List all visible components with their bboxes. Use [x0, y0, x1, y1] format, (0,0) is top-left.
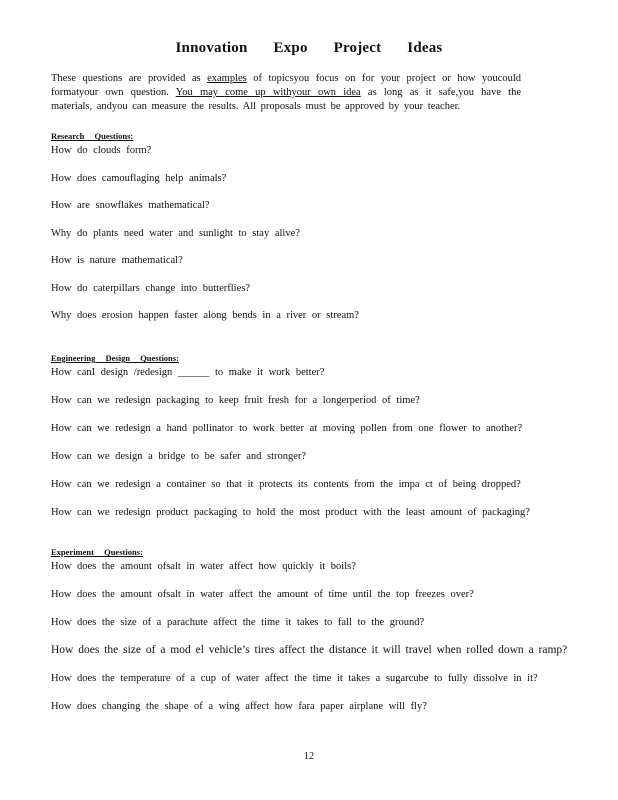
question-item: Why do plants need water and sunlight to stay alive?	[51, 227, 300, 239]
question-item: How can we redesign a hand pollinator to work better at moving pollen from one flower to another?	[51, 423, 523, 434]
experiment-section	[51, 547, 571, 728]
question-item: How does the amount ofsalt in water affect how quickly it boils?	[51, 561, 356, 572]
intro-text-2: of topicsyou focus on for your project or how youcould formatyour own question.	[51, 73, 521, 98]
question-item: How canI design /redesign ______ to make it work better?	[51, 367, 325, 378]
question-item: How is nature mathematical?	[51, 255, 183, 266]
section-heading: Research Questions:	[51, 131, 134, 141]
question-item: How does changing the shape of a wing affect how fara paper airplane will fly?	[51, 701, 427, 712]
intro-underlined-1: examples	[207, 73, 247, 84]
question-item: How does the size of a mod el vehicle’s tires affect the distance it will travel when rolled down a ramp?	[51, 644, 568, 656]
intro-paragraph	[51, 72, 521, 114]
question-item: How can we design a bridge to be safer and stronger?	[51, 451, 307, 462]
page-number: 12	[304, 751, 314, 762]
question-item: How does the temperature of a cup of water affect the time it takes a sugarcube to fully dissolve in it?	[51, 673, 538, 684]
section-heading: Engineering Design Questions:	[51, 353, 179, 363]
question-item: How can we redesign product packaging to hold the most product with the least amount of packaging?	[51, 507, 530, 518]
intro-text-1: These questions are provided as	[51, 73, 208, 84]
question-item: How can we redesign a container so that it protects its contents from the impa ct of being dropped?	[51, 479, 521, 490]
question-item: How can we redesign packaging to keep fruit fresh for a longerperiod of time?	[51, 395, 420, 406]
question-item: Why does erosion happen faster along bends in a river or stream?	[51, 310, 359, 321]
intro-text-3: as long as it safe,you have the materials, andyou can measure the results. All proposals must be approved by your teacher.	[51, 87, 521, 112]
intro-underlined-2: You may come up withyour own idea	[175, 87, 361, 98]
question-item: How do clouds form?	[51, 145, 152, 156]
engineering-section	[51, 353, 571, 534]
section-heading: Experiment Questions:	[51, 547, 143, 557]
question-item: How does the amount ofsalt in water affect the amount of time until the top freezes over?	[51, 589, 474, 600]
question-item: How do caterpillars change into butterflies?	[51, 282, 250, 294]
research-section	[51, 131, 571, 337]
question-item: How does the size of a parachute affect the time it takes to fall to the ground?	[51, 617, 425, 628]
question-item: How does camouflaging help animals?	[51, 172, 227, 184]
question-item: How are snowflakes mathematical?	[51, 200, 210, 211]
page-title: Innovation Expo Project Ideas	[175, 40, 443, 56]
